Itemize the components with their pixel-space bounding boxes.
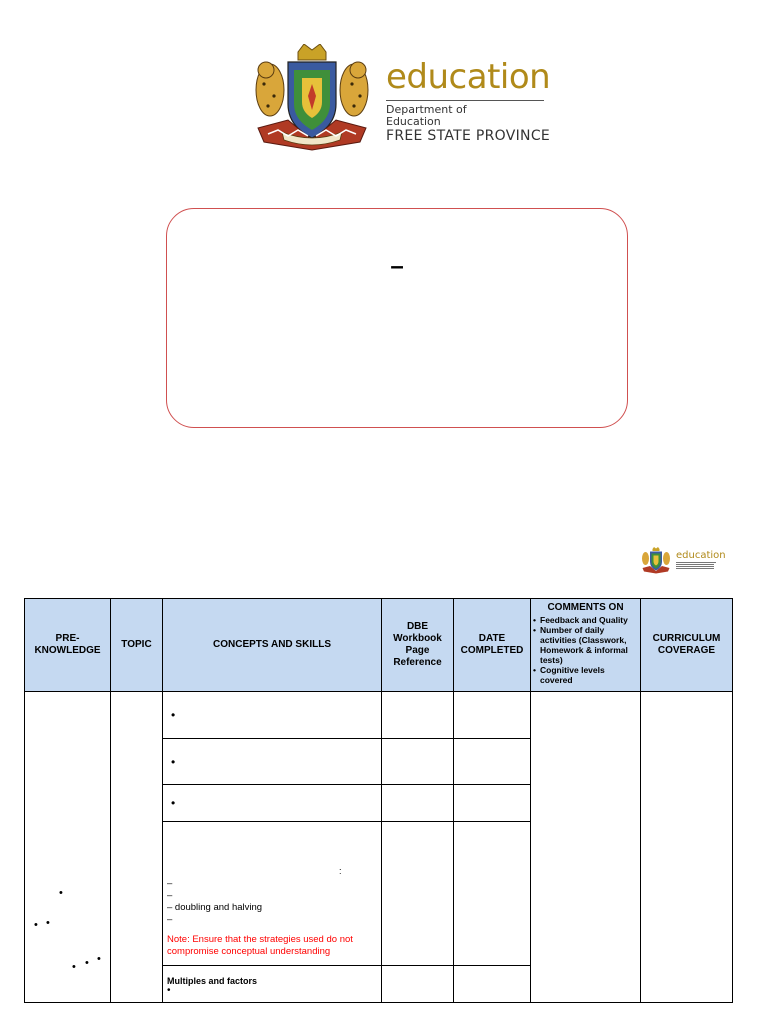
bullet-mark: • (46, 917, 50, 929)
title-text: – (390, 253, 404, 280)
concept-cell (163, 692, 382, 739)
workbook-cell (382, 966, 454, 1003)
header-concepts-skills: CONCEPTS AND SKILLS (163, 599, 382, 692)
bullet-mark: • (85, 957, 89, 969)
department-logo (248, 44, 551, 156)
brand-wordmark: education (386, 57, 551, 97)
header-comments (531, 599, 641, 692)
header-workbook-reference: DBE Workbook Page Reference (382, 599, 454, 692)
strategies-cell (163, 822, 382, 966)
workbook-cell (382, 739, 454, 785)
brand-line-2: Education (386, 115, 441, 128)
coat-of-arms-small-icon (640, 546, 672, 576)
comments-title: COMMENTS ON (547, 602, 624, 613)
title-box (166, 208, 628, 428)
multiples-heading: Multiples and factors (167, 976, 258, 986)
workbook-cell (382, 692, 454, 739)
workbook-cell (382, 822, 454, 966)
department-logo-small (640, 546, 726, 578)
multiples-cell (163, 966, 382, 1003)
brand-fineprint-small (676, 564, 714, 570)
strategy-note: Note: Ensure that the strategies used do not compromise conceptual understanding (167, 934, 353, 957)
brand-line-1: Department of (386, 103, 467, 116)
coverage-cell (641, 692, 733, 1003)
concept-cell (163, 785, 382, 822)
strategy-item-doubling: – doubling and halving (167, 902, 263, 913)
bullet-mark: • (171, 708, 176, 722)
workbook-cell (382, 785, 454, 822)
date-cell (454, 692, 531, 739)
date-cell (454, 966, 531, 1003)
bullet-mark: • (72, 961, 76, 973)
header-topic: TOPIC (111, 599, 163, 692)
bullet-mark: • (171, 754, 176, 769)
pre-knowledge-cell (25, 692, 111, 1003)
header-date-completed: DATE COMPLETED (454, 599, 531, 692)
planning-table (24, 598, 733, 1003)
colon-mark: : (339, 866, 342, 876)
comments-item: • Cognitive levels covered (533, 665, 638, 685)
comments-list (533, 615, 638, 685)
comments-item: • Feedback and Quality (533, 615, 638, 625)
brand-divider-small (676, 562, 716, 563)
strategy-item: – (167, 890, 173, 901)
comments-item: • Number of daily activities (Classwork, Homework & informal tests) (533, 625, 638, 665)
brand-text-small (676, 550, 726, 570)
strategies-list (167, 878, 381, 958)
bullet-mark: • (97, 953, 101, 965)
strategy-item: – (167, 878, 173, 889)
strategy-item: – (167, 914, 173, 925)
bullet-mark: • (171, 796, 176, 810)
topic-cell (111, 692, 163, 1003)
date-cell (454, 785, 531, 822)
header-pre-knowledge: PRE-KNOWLEDGE (25, 599, 111, 692)
bullet-mark: • (59, 887, 63, 899)
concept-cell (163, 739, 382, 785)
bullet-mark: • (34, 919, 38, 931)
brand-text (386, 58, 550, 144)
comments-cell (531, 692, 641, 1003)
bullet-mark: • (167, 985, 171, 996)
brand-line-3: FREE STATE PROVINCE (386, 128, 551, 144)
coat-of-arms-icon (248, 44, 376, 156)
brand-wordmark-small: education (676, 550, 726, 561)
brand-divider (386, 100, 544, 101)
header-curriculum-coverage: CURRICULUM COVERAGE (641, 599, 733, 692)
date-cell (454, 822, 531, 966)
date-cell (454, 739, 531, 785)
